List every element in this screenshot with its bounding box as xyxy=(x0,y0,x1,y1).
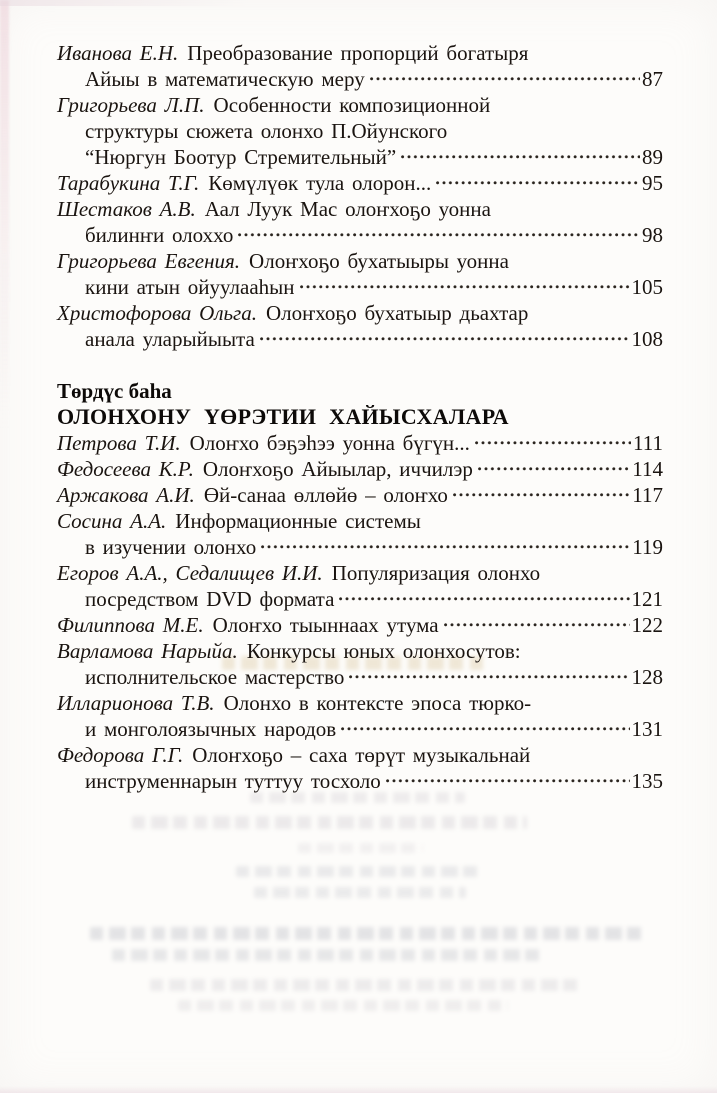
toc-entry-line xyxy=(57,222,663,248)
toc-entry-line xyxy=(57,534,663,560)
entry-text xyxy=(57,482,448,508)
page-number: 98 xyxy=(642,223,663,247)
toc-section xyxy=(57,378,663,794)
ghost-text-artifact xyxy=(112,949,544,961)
entry-text: Айыы в математическую меру xyxy=(85,67,365,91)
page-number: 108 xyxy=(631,327,663,351)
entry-text xyxy=(57,41,528,65)
entry-author: Аржакова А.И. xyxy=(57,483,195,507)
page-number: 105 xyxy=(631,275,663,299)
entry-title-text: Олоҥхоҕо Айыылар, иччилэр xyxy=(202,457,473,481)
entry-text xyxy=(57,301,528,325)
entry-title-text: Олоҥхоҕо бухатыыры уонна xyxy=(249,249,509,273)
entry-author: Христофорова Ольга. xyxy=(57,301,257,325)
toc-entry-line xyxy=(57,196,663,222)
section-title: ОЛОНХОНУ ҮӨРЭТИИ ХАЙЫСХАЛАРА xyxy=(57,404,509,429)
toc-entry-line xyxy=(57,508,663,534)
entry-text xyxy=(57,249,509,273)
toc-entry-line xyxy=(57,248,663,274)
toc-entry-line xyxy=(57,300,663,326)
toc-entry-line xyxy=(57,430,663,456)
page-number: 119 xyxy=(632,535,663,559)
ghost-text-artifact xyxy=(254,887,466,898)
entry-text xyxy=(57,509,421,533)
entry-title-text: Олоҥхо тыыннаах утума xyxy=(212,613,439,637)
toc-entry-line xyxy=(57,612,663,638)
toc-entry-line xyxy=(57,274,663,300)
entry-title-text: Олоҥхоҕо – саха төрүт музыкальнай xyxy=(192,743,531,767)
entry-author: Федосеева К.Р. xyxy=(57,457,194,481)
entry-author: Григорьева Евгения. xyxy=(57,249,241,273)
entry-author: Варламова Нарыйа. xyxy=(57,639,238,663)
entry-author: Егоров А.А., Седалищев И.И. xyxy=(57,561,323,585)
entry-author: Иванова Е.Н. xyxy=(57,41,179,65)
toc-entry-line xyxy=(57,40,663,66)
entry-title-text: Олоҥхо бэҕэһээ уонна бүгүн... xyxy=(189,431,470,455)
entry-author: Петрова Т.И. xyxy=(57,431,181,455)
entry-text xyxy=(57,639,521,663)
entry-title-text: Конкурсы юных олонхосутов: xyxy=(246,639,521,663)
toc-entry-line xyxy=(57,456,663,482)
page-number: 128 xyxy=(631,665,663,689)
toc-entry-line xyxy=(57,118,663,144)
entry-text xyxy=(57,456,473,482)
toc-entry-line xyxy=(57,170,663,196)
page-number: 111 xyxy=(633,431,663,455)
entry-text xyxy=(57,743,530,767)
entry-text: исполнительское мастерство xyxy=(85,665,345,689)
entry-text xyxy=(57,170,431,196)
entry-text: “Нюргун Боотур Стремительный” xyxy=(85,145,397,169)
toc-entry-line xyxy=(57,326,663,352)
toc-entry-line xyxy=(57,742,663,768)
scan-edge-artifact-left xyxy=(0,0,9,430)
ghost-text-artifact xyxy=(298,843,423,853)
ghost-text-artifact xyxy=(178,1000,508,1011)
page-number: 122 xyxy=(631,613,663,637)
entry-title-text: Особенности композиционной xyxy=(213,93,491,117)
page-number: 89 xyxy=(642,145,663,169)
toc-entry-line xyxy=(57,560,663,586)
toc-entry-line xyxy=(57,66,663,92)
scan-edge-artifact-top xyxy=(0,0,250,6)
page-number: 121 xyxy=(631,587,663,611)
entry-title-text: Популяризация олонхо xyxy=(331,561,541,585)
entry-text: инструменнарын туттуу тосхоло xyxy=(85,769,381,793)
entry-author: Шестаков А.В. xyxy=(57,197,196,221)
entry-text: анала уларыйыыта xyxy=(85,327,255,351)
ghost-text-artifact xyxy=(132,816,527,829)
page-number: 95 xyxy=(642,171,663,195)
entry-text xyxy=(57,93,490,117)
page-number: 135 xyxy=(631,769,663,793)
entry-text xyxy=(57,691,531,715)
entry-title-text: Олонхо в контексте эпоса тюрко- xyxy=(223,691,532,715)
entry-text: в изучении олонхо xyxy=(85,535,257,559)
entry-author: Филиппова М.Е. xyxy=(57,613,204,637)
entry-text: посредством DVD формата xyxy=(85,587,335,611)
toc-entry-line xyxy=(57,664,663,690)
entry-author: Сосина А.А. xyxy=(57,509,167,533)
ghost-text-artifact xyxy=(90,927,642,940)
entry-author: Илларионова Т.В. xyxy=(57,691,215,715)
ghost-text-artifact xyxy=(236,866,481,877)
entry-title-text: Өй-санаа өллөйө – олоҥхо xyxy=(203,483,448,507)
entry-text xyxy=(57,430,470,456)
entry-text xyxy=(57,197,491,221)
entry-author: Григорьева Л.П. xyxy=(57,93,205,117)
entry-title-text: Информационные системы xyxy=(175,509,421,533)
section-subtitle: Төрдүс баһа xyxy=(57,379,172,403)
scan-edge-artifact-bottom xyxy=(0,1086,717,1093)
entry-title-text: Көмүлүөк тула олорон... xyxy=(208,171,432,195)
entry-author: Тарабукина Т.Г. xyxy=(57,171,200,195)
ghost-text-artifact xyxy=(150,979,580,991)
entry-text: и монголоязычных народов xyxy=(85,717,337,741)
toc-entry-line xyxy=(57,690,663,716)
toc-entry-line xyxy=(57,716,663,742)
page-number: 87 xyxy=(642,67,663,91)
entry-text: структуры сюжета олонхо П.Ойунского xyxy=(85,119,448,143)
toc-entry-line xyxy=(57,768,663,794)
page-number: 114 xyxy=(632,457,663,481)
entry-text xyxy=(57,612,439,638)
page-number: 131 xyxy=(631,717,663,741)
toc-entry-line xyxy=(57,92,663,118)
entry-author: Федорова Г.Г. xyxy=(57,743,184,767)
entry-title-text: Аал Луук Мас олоҥхоҕо уонна xyxy=(204,197,491,221)
entry-text: билинҥи олоххо xyxy=(85,223,234,247)
entry-text: кини атын ойуулааһын xyxy=(85,275,295,299)
toc-entry-line xyxy=(57,482,663,508)
toc-entry-line xyxy=(57,144,663,170)
entry-title-text: Олоҥхоҕо бухатыыр дьахтар xyxy=(266,301,529,325)
table-of-contents xyxy=(57,40,663,794)
toc-entry-line xyxy=(57,586,663,612)
toc-entry-line xyxy=(57,638,663,664)
page-number: 117 xyxy=(632,483,663,507)
toc-section xyxy=(57,40,663,352)
entry-title-text: Преобразование пропорций богатыря xyxy=(187,41,529,65)
entry-text xyxy=(57,561,540,585)
